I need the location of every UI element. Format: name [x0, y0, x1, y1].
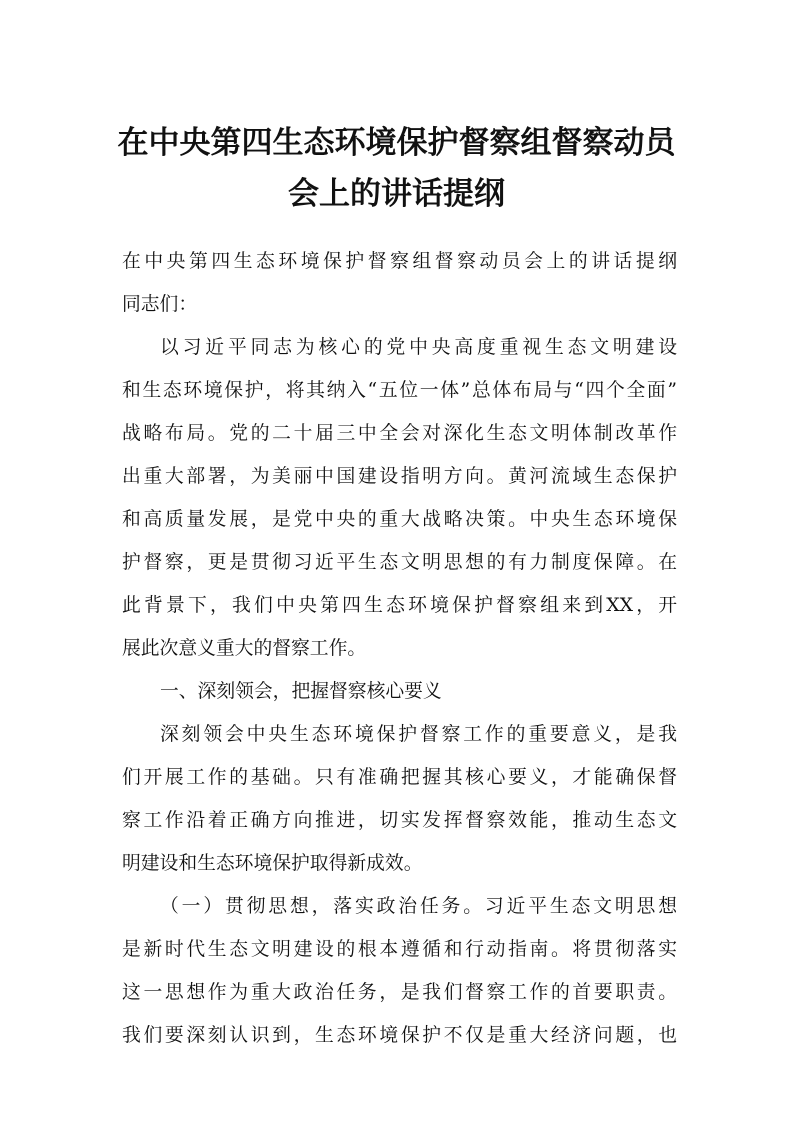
section-heading: 一、深刻领会，把握督察核心要义	[160, 681, 442, 702]
document-title-line-2: 会上的讲话提纲	[288, 176, 505, 212]
paragraph-line: 此背景下，我们中央第四生态环境保护督察组来到XX，开	[122, 595, 677, 616]
paragraph-line: （一）贯彻思想，落实政治任务。习近平生态文明思想	[160, 896, 677, 917]
salutation: 同志们：	[122, 294, 198, 315]
paragraph-line: 察工作沿着正确方向推进，切实发挥督察效能，推动生态文	[122, 810, 677, 831]
paragraph-line: 是新时代生态文明建设的根本遵循和行动指南。将贯彻落实	[122, 939, 677, 960]
paragraph-line: 们开展工作的基础。只有准确把握其核心要义，才能确保督	[122, 767, 677, 788]
paragraph-line: 护督察，更是贯彻习近平生态文明思想的有力制度保障。在	[122, 552, 677, 573]
paragraph-line: 和生态环境保护，将其纳入“五位一体”总体布局与“四个全面”	[122, 380, 677, 401]
paragraph-line: 我们要深刻认识到，生态环境保护不仅是重大经济问题，也	[122, 1025, 677, 1046]
paragraph-line: 展此次意义重大的督察工作。	[122, 638, 367, 659]
paragraph-line: 以习近平同志为核心的党中央高度重视生态文明建设	[160, 337, 677, 358]
paragraph-line: 深刻领会中央生态环境保护督察工作的重要意义，是我	[160, 724, 677, 745]
paragraph-line: 出重大部署，为美丽中国建设指明方向。黄河流域生态保护	[122, 466, 677, 487]
paragraph-line: 明建设和生态环境保护取得新成效。	[122, 853, 423, 874]
paragraph-line: 和高质量发展，是党中央的重大战略决策。中央生态环境保	[122, 509, 677, 530]
document-title-line-1: 在中央第四生态环境保护督察组督察动员	[117, 125, 676, 161]
paragraph-line: 战略布局。党的二十届三中全会对深化生态文明体制改革作	[122, 423, 677, 444]
subtitle-line: 在中央第四生态环境保护督察组督察动员会上的讲话提纲	[122, 251, 677, 272]
paragraph-line: 这一思想作为重大政治任务，是我们督察工作的首要职责。	[122, 982, 677, 1003]
